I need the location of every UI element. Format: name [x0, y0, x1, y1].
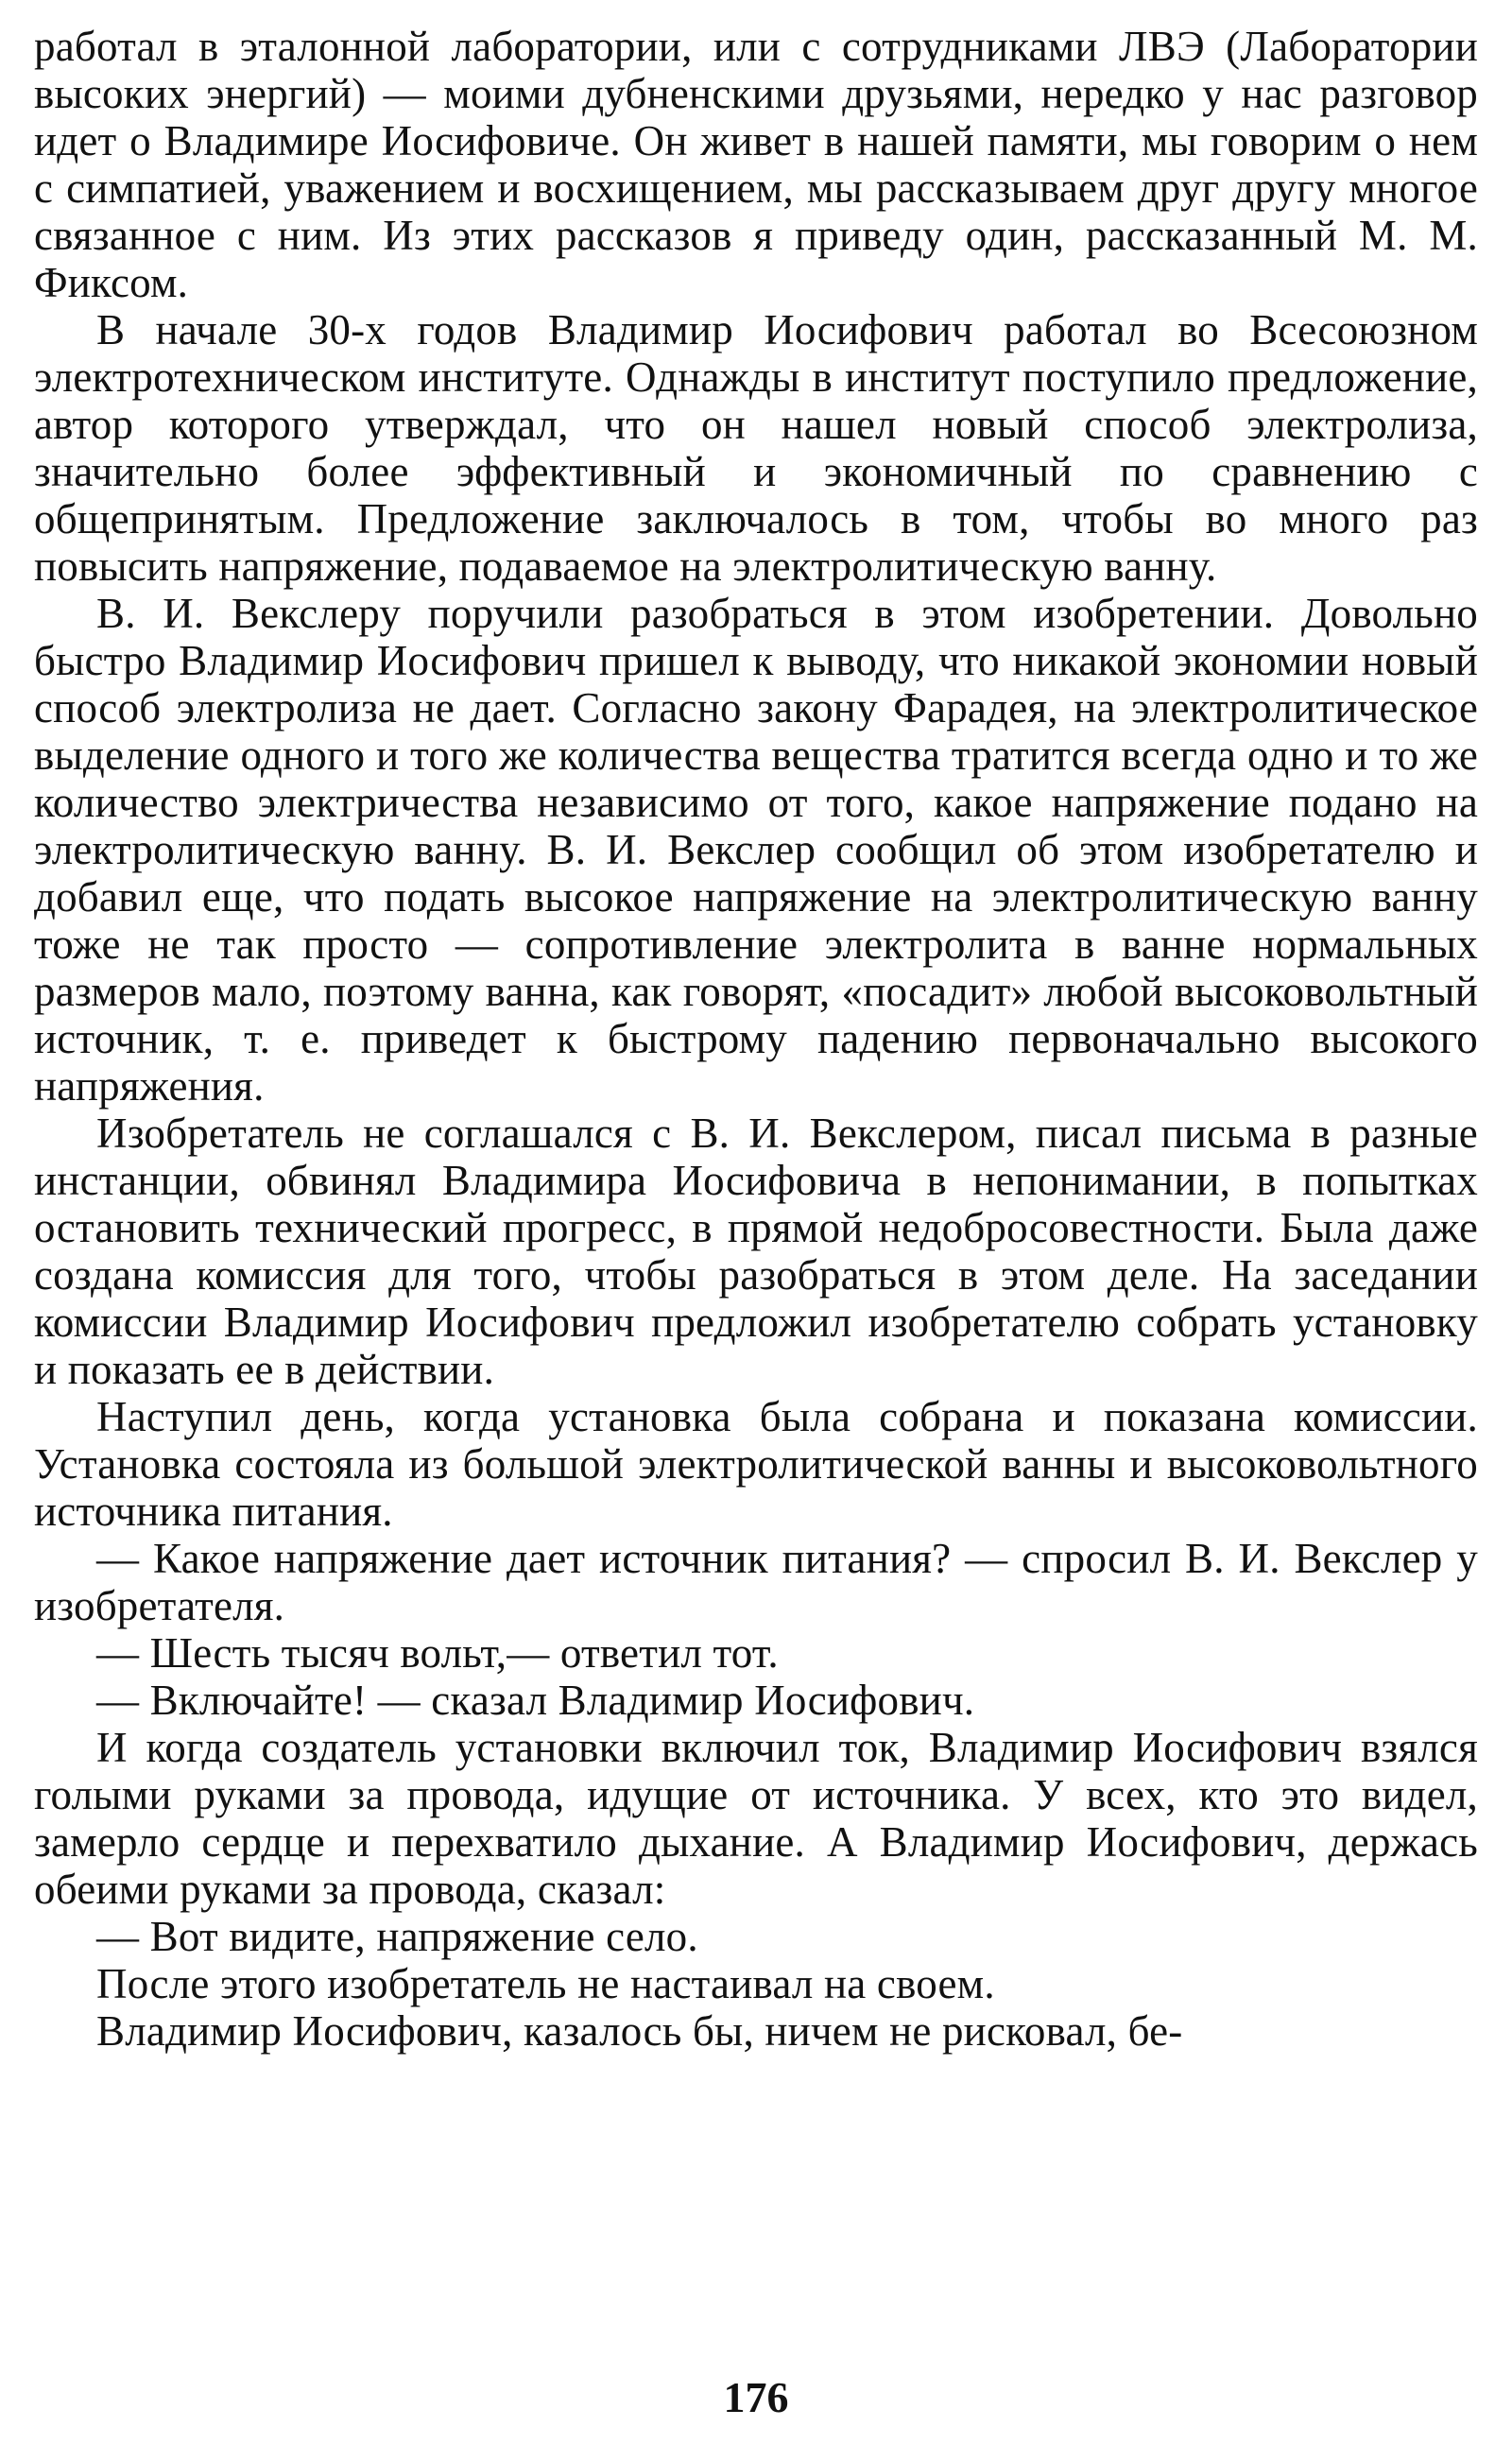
paragraph: И когда создатель установки включил ток, Владимир Иосифович взялся голыми руками за провода, идущие от источника. У всех, кто это видел, замерло сердце и перехватило дыхание. А Владимир Иосифович, держась обеими руками за провода, сказал: — [34, 1724, 1478, 1913]
paragraph: В начале 30-х годов Владимир Иосифович работал во Всесоюзном электротехническом институте. Однажды в институт поступило предложение, автор которого утверждал, что он нашел новый способ электролиза, значительно более эффективный и экономичный по сравнению с общепринятым. Предложение заключалось в том, чтобы во много раз повысить напряжение, подаваемое на электролитическую ванну. — [34, 306, 1478, 590]
body-text — [34, 23, 1478, 2055]
dialogue-line: — Шесть тысяч вольт,— ответил тот. — [96, 1629, 779, 1677]
dialogue-line: — Вот видите, напряжение село. — [96, 1913, 698, 1960]
dialogue-line: — Какое напряжение дает источник питания? — спросил В. И. Векслер у изобретателя. — [34, 1535, 1478, 1629]
dialogue-line: — Включайте! — сказал Владимир Иосифович. — [96, 1677, 975, 1724]
paragraph-continuation: работал в эталонной лаборатории, или с сотрудниками ЛВЭ (Лаборатории высоких энергий) — моими дубненскими друзьями, нередко у нас разговор идет о Владимире Иосифовиче. Он живет в нашей памяти, мы говорим о нем с симпатией, уважением и восхищением, мы рассказываем друг другу многое связанное с ним. Из этих рассказов я приведу один, рассказанный М. М. Фиксом. — [34, 23, 1478, 306]
paragraph: Наступил день, когда установка была собрана и показана комиссии. Установка состояла из большой электролитической ванны и высоковольтного источника питания. — [34, 1393, 1478, 1535]
page-number: 176 — [723, 2373, 789, 2421]
paragraph: В. И. Векслеру поручили разобраться в этом изобретении. Довольно быстро Владимир Иосифович пришел к выводу, что никакой экономии новый способ электролиза не дает. Согласно закону Фарадея, на электролитическое выделение одного и того же количества вещества тратится всегда одно и то же количество электричества независимо от того, какое напряжение подано на электролитическую ванну. В. И. Векслер сообщил об этом изобретателю и добавил еще, что подать высокое напряжение на электролитическую ванну тоже не так просто — сопротивление электролита в ванне нормальных размеров мало, поэтому ванна, как говорят, «посадит» любой высоковольтный источник, т. е. приведет к быстрому падению первоначально высокого напряжения. — [34, 590, 1478, 1110]
book-page — [34, 23, 1478, 2442]
paragraph: Изобретатель не соглашался с В. И. Векслером, писал письма в разные инстанции, обвинял Владимира Иосифовича в непонимании, в попытках остановить технический прогресс, в прямой недобросовестности. Была даже создана комиссия для того, чтобы разобраться в этом деле. На заседании комиссии Владимир Иосифович предложил изобретателю собрать установку и показать ее в действии. — [34, 1110, 1478, 1393]
paragraph: Владимир Иосифович, казалось бы, ничем не рисковал, бе- — [96, 2007, 1183, 2055]
paragraph: После этого изобретатель не настаивал на своем. — [96, 1960, 995, 2007]
